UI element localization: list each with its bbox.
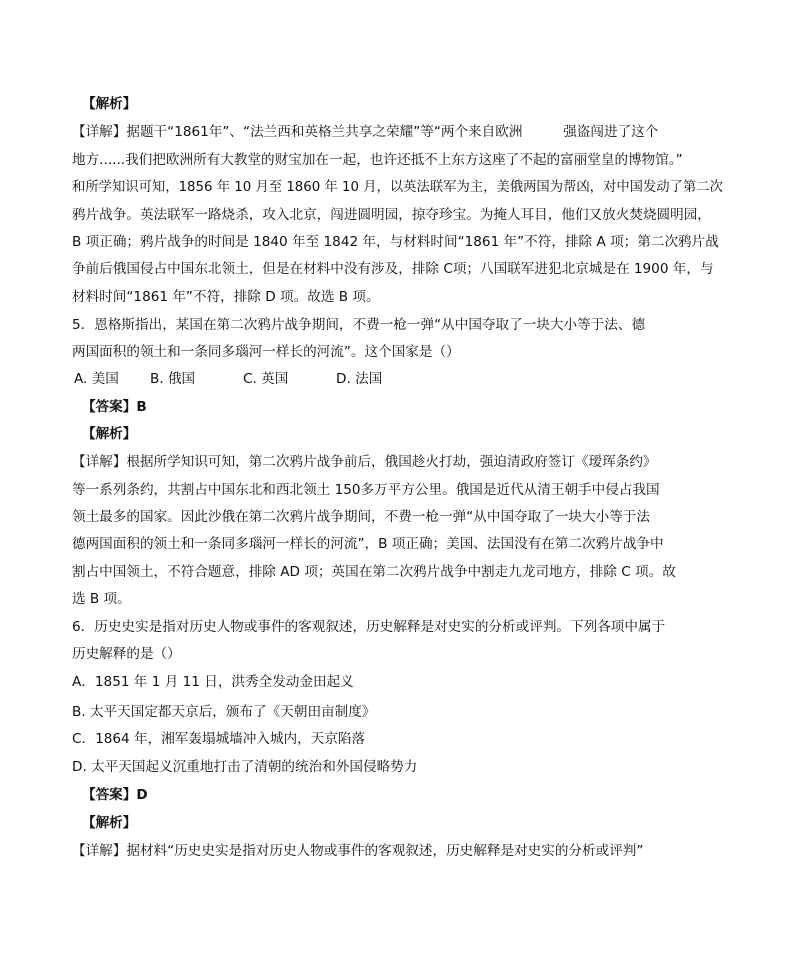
analysis-heading: 【解析】 <box>82 815 137 831</box>
question-5-stem: 两国面积的领土和一条同多瑙河一样长的河流”。这个国家是（） <box>72 344 460 360</box>
option-a: A．1851 年 1 月 11 日，洪秀全发动金田起义 <box>72 674 354 690</box>
option-b: B. 俄国 <box>150 371 196 387</box>
detail-line: 割占中国领土，不符合题意，排除 AD 项；英国在第二次鸦片战争中割走九龙司地方，排除 C 项。故 <box>72 564 676 580</box>
analysis-heading: 【解析】 <box>82 426 137 442</box>
detail-line: 等一系列条约，共割占中国东北和西北领土 150多万平方公里。俄国是近代从清王朝手中侵占我国 <box>72 482 660 498</box>
detail-line: B 项正确；鸦片战争的时间是 1840 年至 1842 年，与材料时间“1861 年”不符，排除 A 项；第二次鸦片战 <box>72 234 719 250</box>
option-b: B. 太平天国定都天京后，颁布了《天朝田亩制度》 <box>72 704 376 720</box>
detail-line: 【详解】据题干“1861年”、“法兰西和英格兰共享之荣耀”等“两个来自欧洲 强盗闯进了这个 <box>72 124 659 140</box>
question-5-stem: 5．恩格斯指出，某国在第二次鸦片战争期间，不费一枪一弹“从中国夺取了一块大小等于法、德 <box>72 317 646 333</box>
option-d: D. 太平天国起义沉重地打击了清朝的统治和外国侵略势力 <box>72 759 418 775</box>
analysis-heading: 【解析】 <box>82 96 137 112</box>
option-c: C．1864 年，湘军轰塌城墙冲入城内，天京陷落 <box>72 731 366 747</box>
detail-line: 地方......我们把欧洲所有大教堂的财宝加在一起，也许还抵不上东方这座了不起的富丽堂皇的博物馆。” <box>72 152 683 168</box>
option-a: A. 美国 <box>74 371 119 387</box>
option-d: D. 法国 <box>336 371 383 387</box>
detail-line: 争前后俄国侵占中国东北领土，但是在材料中没有涉及，排除 C项；八国联军进犯北京城是在 1900 年，与 <box>72 261 714 277</box>
detail-line: 材料时间“1861 年”不符，排除 D 项。故选 B 项。 <box>72 289 380 305</box>
option-c: C. 英国 <box>243 371 289 387</box>
detail-line: 【详解】根据所学知识可知，第二次鸦片战争前后，俄国趁火打劫，强迫清政府签订《瑷珲条约》 <box>72 454 657 470</box>
detail-line: 德两国面积的领土和一条同多瑙河一样长的河流”，B 项正确；美国、法国没有在第二次鸦片战争中 <box>72 536 664 552</box>
question-6-stem: 6．历史史实是指对历史人物或事件的客观叙述，历史解释是对史实的分析或评判。下列各项中属于 <box>72 619 666 635</box>
answer-heading: 【答案】D <box>82 787 148 803</box>
detail-line: 选 B 项。 <box>72 591 131 607</box>
detail-line: 【详解】据材料“历史史实是指对历史人物或事件的客观叙述，历史解释是对史实的分析或评判” <box>72 843 644 859</box>
detail-line: 领土最多的国家。因此沙俄在第二次鸦片战争期间，不费一枪一弹“从中国夺取了一块大小等于法 <box>72 509 650 525</box>
question-5-options <box>0 369 793 389</box>
question-6-stem: 历史解释的是（） <box>72 646 181 662</box>
answer-heading: 【答案】B <box>82 399 147 415</box>
detail-line: 鸦片战争。英法联军一路烧杀，攻入北京，闯进圆明园，掠夺珍宝。为掩人耳目，他们又放火焚烧圆明园， <box>72 207 711 223</box>
detail-line: 和所学知识可知，1856 年 10 月至 1860 年 10 月，以英法联军为主，美俄两国为帮凶，对中国发动了第二次 <box>72 179 723 195</box>
